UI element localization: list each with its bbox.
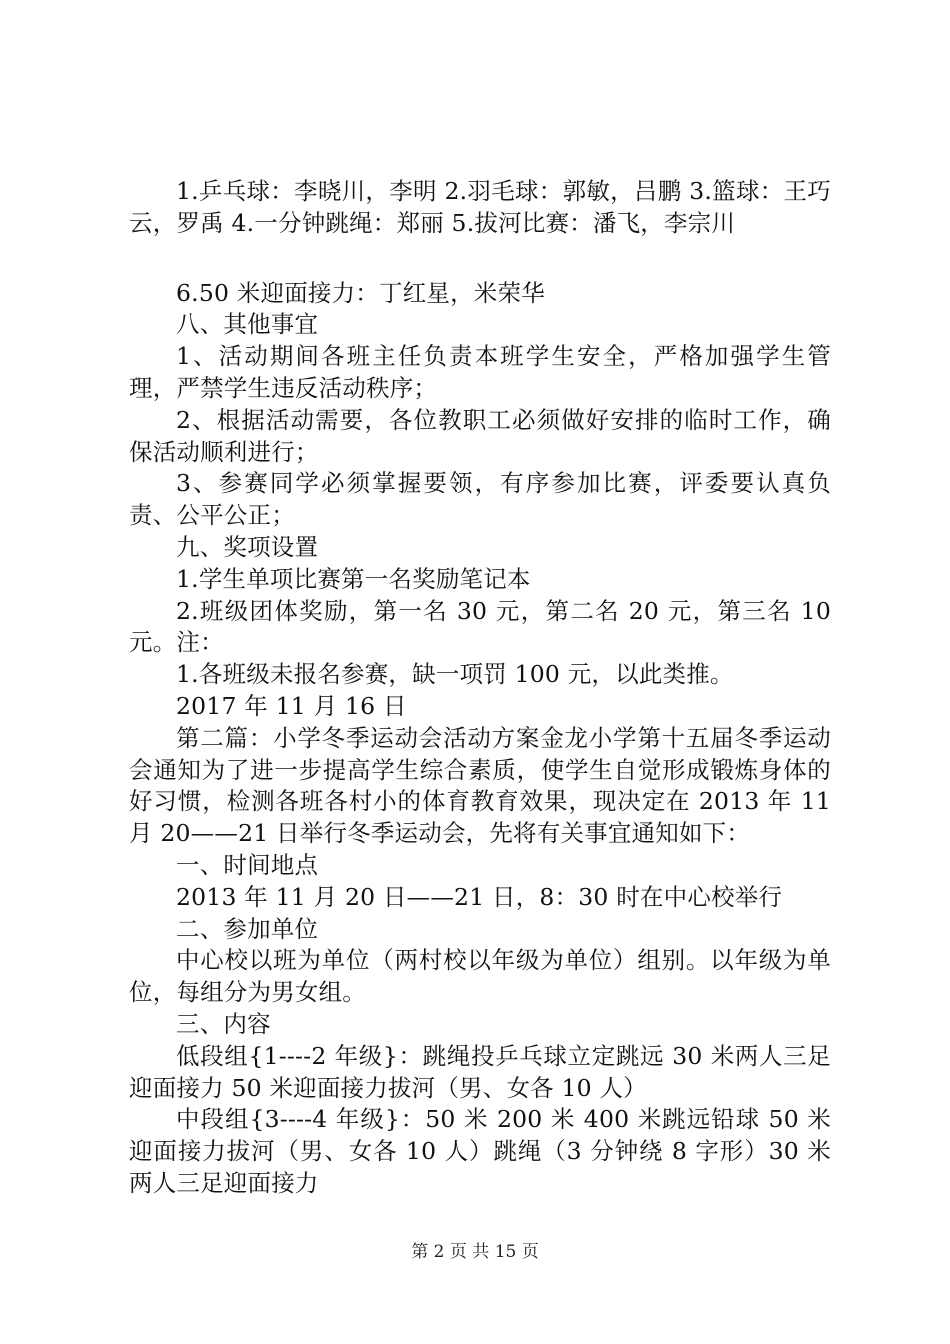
- paragraph-middle-group: 中段组{3----4 年级}：50 米 200 米 400 米跳远铅球 50 米迎面接力拔河（男、女各 10 人）跳绳（3 分钟绕 8 字形）30 米两人三足迎面接力: [129, 1105, 831, 1197]
- paragraph-second-article-intro: 第二篇：小学冬季运动会活动方案金龙小学第十五届冬季运动会通知为了进一步提高学生综合素质，使学生自觉形成锻炼身体的好习惯，检测各班各村小的体育教育效果，现决定在 2013 年 11 月 20——21 日举行冬季运动会，先将有关事宜通知如下：: [129, 723, 831, 848]
- paragraph-award-1: 1.学生单项比赛第一名奖励笔记本: [176, 564, 531, 593]
- paragraph-time-place: 2013 年 11 月 20 日——21 日，8：30 时在中心校举行: [176, 882, 783, 911]
- paragraph-award-2: 2.班级团体奖励，第一名 30 元，第二名 20 元，第三名 10 元。注：: [129, 596, 831, 657]
- paragraph-other-2: 2、根据活动需要，各位教职工必须做好安排的临时工作，确保活动顺利进行；: [129, 405, 831, 466]
- page-footer: 第 2 页 共 15 页: [411, 1242, 539, 1262]
- document-body: [129, 176, 831, 1200]
- paragraph-participants: 中心校以班为单位（两村校以年级为单位）组别。以年级为单位，每组分为男女组。: [129, 946, 831, 1007]
- section-heading-content: 三、内容: [176, 1009, 271, 1038]
- section-heading-participants: 二、参加单位: [176, 914, 319, 943]
- section-heading-awards: 九、奖项设置: [176, 532, 319, 561]
- paragraph-relay-staff: 6.50 米迎面接力：丁红星，米荣华: [176, 278, 545, 307]
- section-heading-other-matters: 八、其他事宜: [176, 310, 319, 339]
- section-heading-time-place: 一、时间地点: [176, 850, 319, 879]
- paragraph-date: 2017 年 11 月 16 日: [176, 691, 407, 720]
- paragraph-note-1: 1.各班级未报名参赛，缺一项罚 100 元，以此类推。: [176, 660, 734, 689]
- paragraph-competition-staff: 1.乒乓球：李晓川，李明 2.羽毛球：郭敏，吕鹏 3.篮球：王巧云，罗禹 4.一分钟跳绳：郑丽 5.拔河比赛：潘飞，李宗川: [129, 177, 831, 237]
- paragraph-other-1: 1、活动期间各班主任负责本班学生安全，严格加强学生管理，严禁学生违反活动秩序；: [129, 342, 831, 402]
- paragraph-lower-group: 低段组{1----2 年级}：跳绳投乒乓球立定跳远 30 米两人三足迎面接力 50 米迎面接力拔河（男、女各 10 人）: [129, 1041, 831, 1102]
- paragraph-other-3: 3、参赛同学必须掌握要领，有序参加比赛，评委要认真负责、公平公正；: [129, 469, 831, 530]
